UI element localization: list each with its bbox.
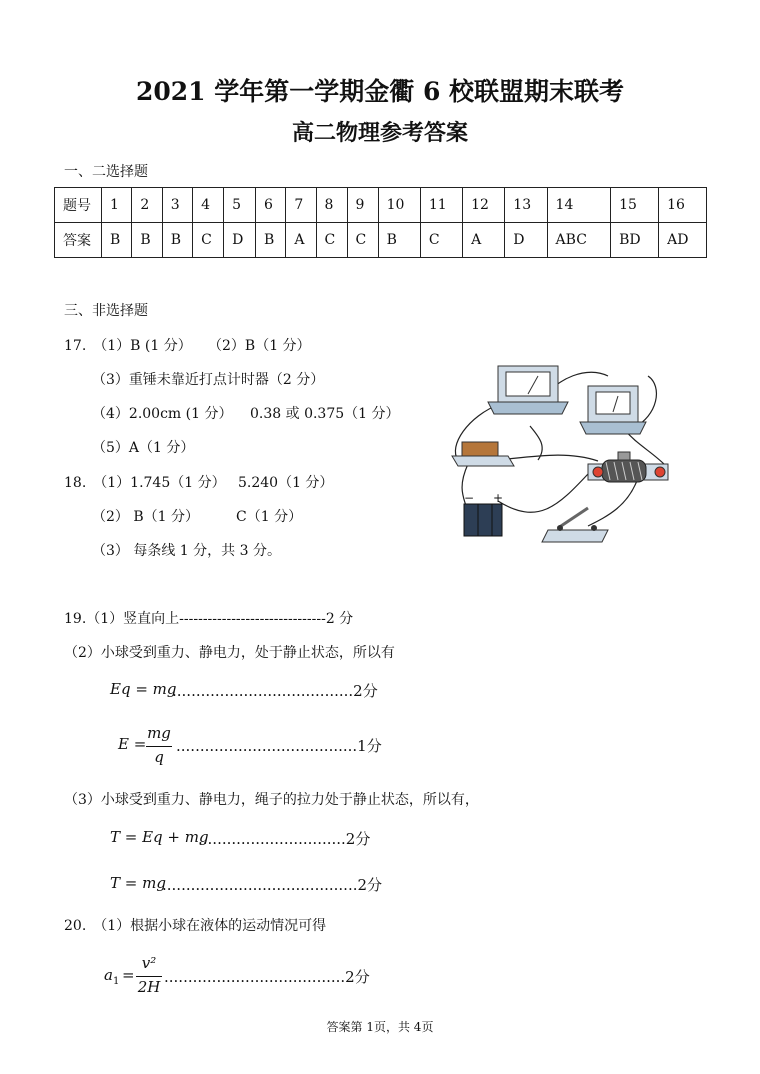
q19-eq1-dots: ......................................2分 xyxy=(172,682,378,700)
q19-eq2-numerator: mg xyxy=(147,724,171,742)
table-cell: 13 xyxy=(505,188,547,223)
q17-line3a: （4）2.00cm (1 分） xyxy=(92,406,233,422)
q19-line1: 19.（1）竖直向上-------------------------------2 分 xyxy=(64,611,354,627)
table-cell: B xyxy=(378,223,420,258)
page-subtitle: 高二物理参考答案 xyxy=(291,120,468,146)
circuit-diagram xyxy=(438,356,678,552)
q20-eq-dots: ......................................2分 xyxy=(164,968,370,986)
q18-line3: （3） 每条线 1 分，共 3 分。 xyxy=(92,543,281,559)
q19-line2: （2）小球受到重力、静电力，处于静止状态，所以有 xyxy=(64,645,395,661)
q19-eq2-lhs: E = xyxy=(118,735,147,753)
q17-line4: （5）A（1 分） xyxy=(92,440,195,456)
q20-eq-denominator: 2H xyxy=(137,978,161,996)
q20-line1: 20. （1）根据小球在液体的运动情况可得 xyxy=(64,918,327,934)
q19-eq3-dots: ...............................2分 xyxy=(198,830,371,848)
q19-eq2-denominator: q xyxy=(154,748,164,766)
q18-line1b: 5.240（1 分） xyxy=(238,475,334,491)
q20-eq-lhs: a xyxy=(104,966,113,984)
table-cell: 5 xyxy=(224,188,256,223)
q19-eq2-dots: ......................................1分 xyxy=(176,737,382,755)
voltmeter-icon xyxy=(488,366,568,414)
table-cell: 1 xyxy=(102,188,132,223)
table-cell: D xyxy=(505,223,547,258)
q19-eq4-dots: .........................................2分 xyxy=(162,876,383,894)
table-cell: 7 xyxy=(286,188,316,223)
table-cell: 10 xyxy=(378,188,420,223)
q20-eq-numerator: v² xyxy=(141,954,157,972)
table-cell: 14 xyxy=(547,188,611,223)
section-heading-nonchoice: 三、非选择题 xyxy=(64,303,148,319)
table-cell: 15 xyxy=(611,188,659,223)
section-heading-choice: 一、二选择题 xyxy=(64,164,148,180)
table-cell: A xyxy=(286,223,316,258)
table-cell: 2 xyxy=(132,188,162,223)
table-cell: D xyxy=(224,223,256,258)
table-cell: 9 xyxy=(347,188,378,223)
table-cell: B xyxy=(102,223,132,258)
q20-eq-subscript: 1 xyxy=(113,976,120,987)
table-cell: A xyxy=(463,223,505,258)
table-header-cell: 题号 xyxy=(55,188,102,223)
switch-icon xyxy=(542,508,608,542)
table-cell: C xyxy=(316,223,347,258)
table-cell: B xyxy=(132,223,162,258)
table-cell: C xyxy=(193,223,224,258)
page-title: 2021 学年第一学期金衢 6 校联盟期末联考 xyxy=(135,77,625,106)
table-cell: BD xyxy=(611,223,659,258)
table-row xyxy=(55,188,707,223)
table-cell: B xyxy=(256,223,286,258)
q18-line2a: （2） B（1 分） xyxy=(92,509,200,525)
battery-icon xyxy=(464,491,503,536)
q17-line2: （3）重锤未靠近打点计时器（2 分） xyxy=(92,372,325,388)
q19-line3: （3）小球受到重力、静电力，绳子的拉力处于静止状态，所以有， xyxy=(64,792,479,808)
q17-line1a: 17. （1）B (1 分） xyxy=(64,338,192,354)
table-cell: 8 xyxy=(316,188,347,223)
svg-text:−: − xyxy=(464,491,475,505)
table-cell: C xyxy=(420,223,462,258)
table-cell: 16 xyxy=(659,188,707,223)
table-cell: B xyxy=(162,223,192,258)
table-cell: 11 xyxy=(420,188,462,223)
q17-line1b: （2）B（1 分） xyxy=(208,338,311,354)
q19-eq4-lhs: T = mg xyxy=(110,874,166,892)
q18-line2b: C（1 分） xyxy=(236,509,303,525)
table-row xyxy=(55,223,707,258)
table-cell: 3 xyxy=(162,188,192,223)
q19-eq1-lhs: Eq = mg xyxy=(110,680,177,698)
q17-line3b: 0.38 或 0.375（1 分） xyxy=(250,406,400,422)
table-cell: 6 xyxy=(256,188,286,223)
table-header-cell: 答案 xyxy=(55,223,102,258)
q19-eq3-lhs: T = Eq + mg xyxy=(110,828,209,846)
table-cell: 4 xyxy=(193,188,224,223)
page-footer: 答案第 1页，共 4页 xyxy=(326,1020,434,1034)
q20-eq-equals: = xyxy=(122,966,135,984)
q18-line1a: 18. （1）1.745（1 分） xyxy=(64,475,226,491)
fraction-line xyxy=(146,746,172,747)
fraction-line xyxy=(136,976,162,977)
table-cell: AD xyxy=(659,223,707,258)
resistor-icon xyxy=(452,442,514,466)
answer-table xyxy=(54,187,707,258)
svg-text:+: + xyxy=(493,491,504,505)
table-cell: ABC xyxy=(547,223,611,258)
table-cell: 12 xyxy=(463,188,505,223)
table-cell: C xyxy=(347,223,378,258)
ammeter-icon xyxy=(580,386,646,434)
